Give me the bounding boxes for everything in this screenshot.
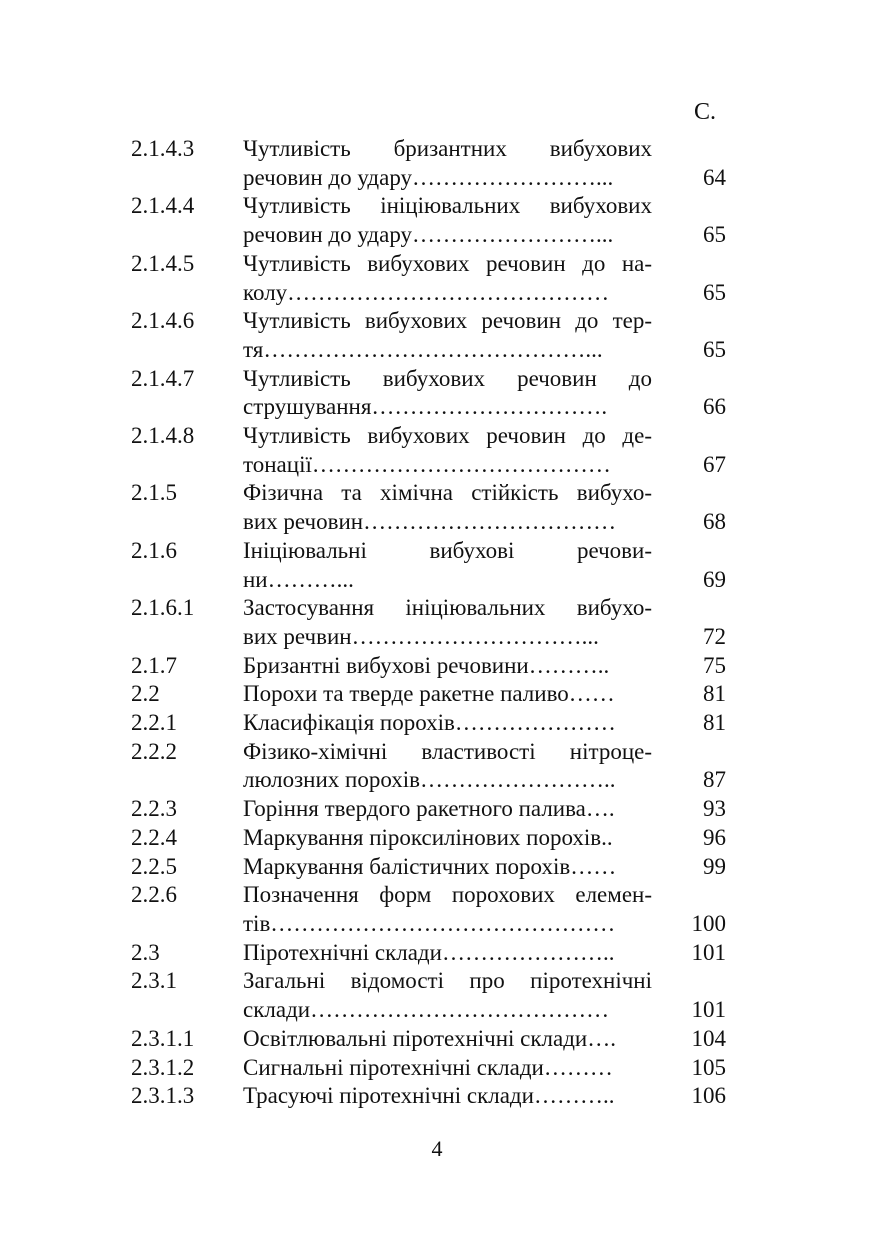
toc-entry-title-line: Загальні відомості про піротехнічні: [243, 968, 652, 994]
toc-entry-title: [243, 479, 652, 536]
toc-entry: [131, 738, 731, 795]
toc-entry-title: [243, 594, 652, 651]
toc-entry-title-line: Чутливість вибухових речовин до де-: [243, 423, 652, 449]
page-column-label: С.: [694, 99, 717, 125]
toc-entry: [131, 939, 731, 968]
toc-entry-number: 2.1.6.1: [131, 595, 195, 621]
toc-entry: [131, 1054, 731, 1083]
toc-entry: [131, 881, 731, 938]
page-number: 4: [431, 1136, 443, 1161]
toc-entry-page: 81: [703, 681, 726, 707]
toc-entry-title-line: Горіння твердого ракетного палива….: [243, 796, 615, 822]
toc-entry-title: [243, 192, 652, 249]
toc-entry-title-line: тя……………………………………...: [243, 336, 603, 362]
toc-entry-title-line: Маркування балістичних порохів……: [243, 853, 617, 879]
toc-entry: [131, 967, 731, 1024]
toc-entry-number: 2.1.4.4: [131, 193, 195, 219]
toc-entry-title: [243, 824, 652, 853]
toc-entry-page: 67: [703, 451, 726, 477]
toc-entry-page: 65: [703, 279, 726, 305]
toc-entry-number: 2.2.5: [131, 853, 177, 879]
toc-entry-number: 2.1.6: [131, 537, 177, 563]
toc-entry-page: 106: [691, 1083, 726, 1109]
toc-entry-number: 2.1.4.6: [131, 308, 195, 334]
toc-entry-page: 72: [703, 623, 726, 649]
toc-entry: [131, 853, 731, 882]
toc-entry: [131, 594, 731, 651]
toc-entry-title-line: Чутливість вибухових речовин до на-: [243, 250, 652, 276]
toc-entry-title-line: Чутливість вибухових речовин до: [243, 365, 652, 391]
toc-entry-title-line: склади…………………………………: [243, 997, 610, 1023]
toc-entry-title: [243, 1025, 652, 1054]
toc-entry-title-line: Фізична та хімічна стійкість вибухо-: [243, 480, 652, 506]
toc-entry-page: 99: [703, 853, 726, 879]
toc-entry-title: [243, 967, 652, 1024]
toc-entry-title-line: тонації…………………………………: [243, 451, 611, 477]
toc-entry-title: [243, 1054, 652, 1083]
toc-entry-title-line: Піротехнічні склади…………………..: [243, 939, 615, 965]
toc-entry-number: 2.3.1.3: [131, 1083, 195, 1109]
toc-entry-page: 69: [703, 566, 726, 592]
toc-entry-page: 68: [703, 509, 726, 535]
toc-entry-page: 64: [703, 164, 726, 190]
toc-entry-page: 65: [703, 222, 726, 248]
toc-entry-page: 75: [703, 652, 726, 678]
toc-entry-title-line: люлозних порохів……………………..: [243, 767, 616, 793]
toc-entry: [131, 652, 731, 681]
toc-entry-number: 2.3.1: [131, 968, 177, 994]
toc-entry-number: 2.2.2: [131, 738, 177, 764]
toc-entry-title-line: ни………...: [243, 566, 354, 592]
toc-entry-title: [243, 680, 652, 709]
toc-entry-number: 2.3.1.2: [131, 1054, 195, 1080]
toc-entry-title-line: Освітлювальні піротехнічні склади….: [243, 1025, 616, 1051]
toc-entry-page: 101: [691, 939, 726, 965]
toc-entry-number: 2.1.4.7: [131, 365, 195, 391]
toc-entry-title-line: речовин до удару……………………...: [243, 164, 614, 190]
toc-entry-page: 105: [691, 1054, 726, 1080]
toc-entry-title: [243, 738, 652, 795]
toc-entry-page: 66: [703, 394, 726, 420]
toc-entry-title: [243, 652, 652, 681]
toc-entry-number: 2.1.4.5: [131, 250, 195, 276]
toc-entry-title-line: Ініціювальні вибухові речови-: [243, 537, 652, 563]
toc-entry-number: 2.3: [131, 939, 160, 965]
toc-entry-title: [243, 250, 652, 307]
toc-entry-title-line: Маркування піроксилінових порохів..: [243, 824, 613, 850]
toc-entry-title: [243, 422, 652, 479]
toc-entry: [131, 365, 731, 422]
toc-entry-number: 2.2.4: [131, 824, 177, 850]
toc-entry-number: 2.2.6: [131, 882, 177, 908]
toc-entry: [131, 709, 731, 738]
toc-entry-title: [243, 307, 652, 364]
toc-entry-page: 93: [703, 796, 726, 822]
toc-entry-title-line: Бризантні вибухові речовини………..: [243, 652, 610, 678]
toc-entry-title: [243, 135, 652, 192]
toc-entry-title-line: речовин до удару……………………...: [243, 222, 614, 248]
toc-entry-title-line: Застосування ініціювальних вибухо-: [243, 595, 652, 621]
toc-entry-number: 2.2.1: [131, 710, 177, 736]
toc-entry-title: [243, 365, 652, 422]
toc-entry-title-line: колу……………………………………: [243, 279, 610, 305]
toc-entry-title: [243, 709, 652, 738]
toc-entry-title-line: Фізико-хімічні властивості нітроце-: [243, 738, 652, 764]
toc-entry-title-line: Трасуючі піротехнічні склади………..: [243, 1083, 615, 1109]
toc-entry-title-line: Чутливість вибухових речовин до тер-: [243, 308, 652, 334]
toc-entry-number: 2.2.3: [131, 796, 177, 822]
table-of-contents: [131, 135, 731, 1111]
toc-entry-number: 2.1.4.3: [131, 136, 195, 161]
toc-entry-page: 100: [691, 910, 726, 936]
toc-entry: [131, 192, 731, 249]
toc-entry-number: 2.3.1.1: [131, 1025, 195, 1051]
toc-entry-page: 96: [703, 824, 726, 850]
toc-entry-title: [243, 795, 652, 824]
toc-entry-title: [243, 1082, 652, 1111]
toc-entry-title-line: тів………………………………………: [243, 910, 616, 936]
toc-entry-title-line: Позначення форм порохових елемен-: [243, 882, 652, 908]
toc-entry-title: [243, 537, 652, 594]
toc-entry: [131, 537, 731, 594]
toc-entry-number: 2.1.7: [131, 652, 177, 678]
toc-entry-title-line: Чутливість бризантних вибухових: [243, 136, 652, 161]
toc-entry-title: [243, 939, 652, 968]
toc-entry: [131, 479, 731, 536]
toc-entry-title: [243, 881, 652, 938]
toc-entry-page: 104: [691, 1025, 726, 1051]
toc-entry: [131, 250, 731, 307]
toc-entry-title-line: Порохи та тверде ракетне паливо……: [243, 681, 615, 707]
toc-entry-number: 2.2: [131, 681, 160, 707]
toc-entry: [131, 1025, 731, 1054]
toc-entry: [131, 135, 731, 192]
toc-entry-title: [243, 853, 652, 882]
toc-entry-title-line: вих речвин…………………………...: [243, 623, 599, 649]
toc-entry-title-line: струшування………………………….: [243, 394, 608, 420]
toc-entry: [131, 824, 731, 853]
toc-entry-number: 2.1.4.8: [131, 423, 195, 449]
toc-entry-page: 101: [691, 997, 726, 1023]
toc-entry-title-line: вих речовин……………………………: [243, 509, 617, 535]
toc-entry-title-line: Чутливість ініціювальних вибухових: [243, 193, 652, 219]
toc-entry: [131, 680, 731, 709]
toc-entry-title-line: Сигнальні піротехнічні склади………: [243, 1054, 613, 1080]
toc-entry: [131, 795, 731, 824]
toc-entry-title-line: Класифікація порохів…………………: [243, 710, 616, 736]
toc-entry-number: 2.1.5: [131, 480, 177, 506]
toc-entry-page: 65: [703, 336, 726, 362]
toc-entry-page: 81: [703, 710, 726, 736]
toc-entry-page: 87: [703, 767, 726, 793]
toc-entry: [131, 307, 731, 364]
toc-entry: [131, 1082, 731, 1111]
toc-entry: [131, 422, 731, 479]
